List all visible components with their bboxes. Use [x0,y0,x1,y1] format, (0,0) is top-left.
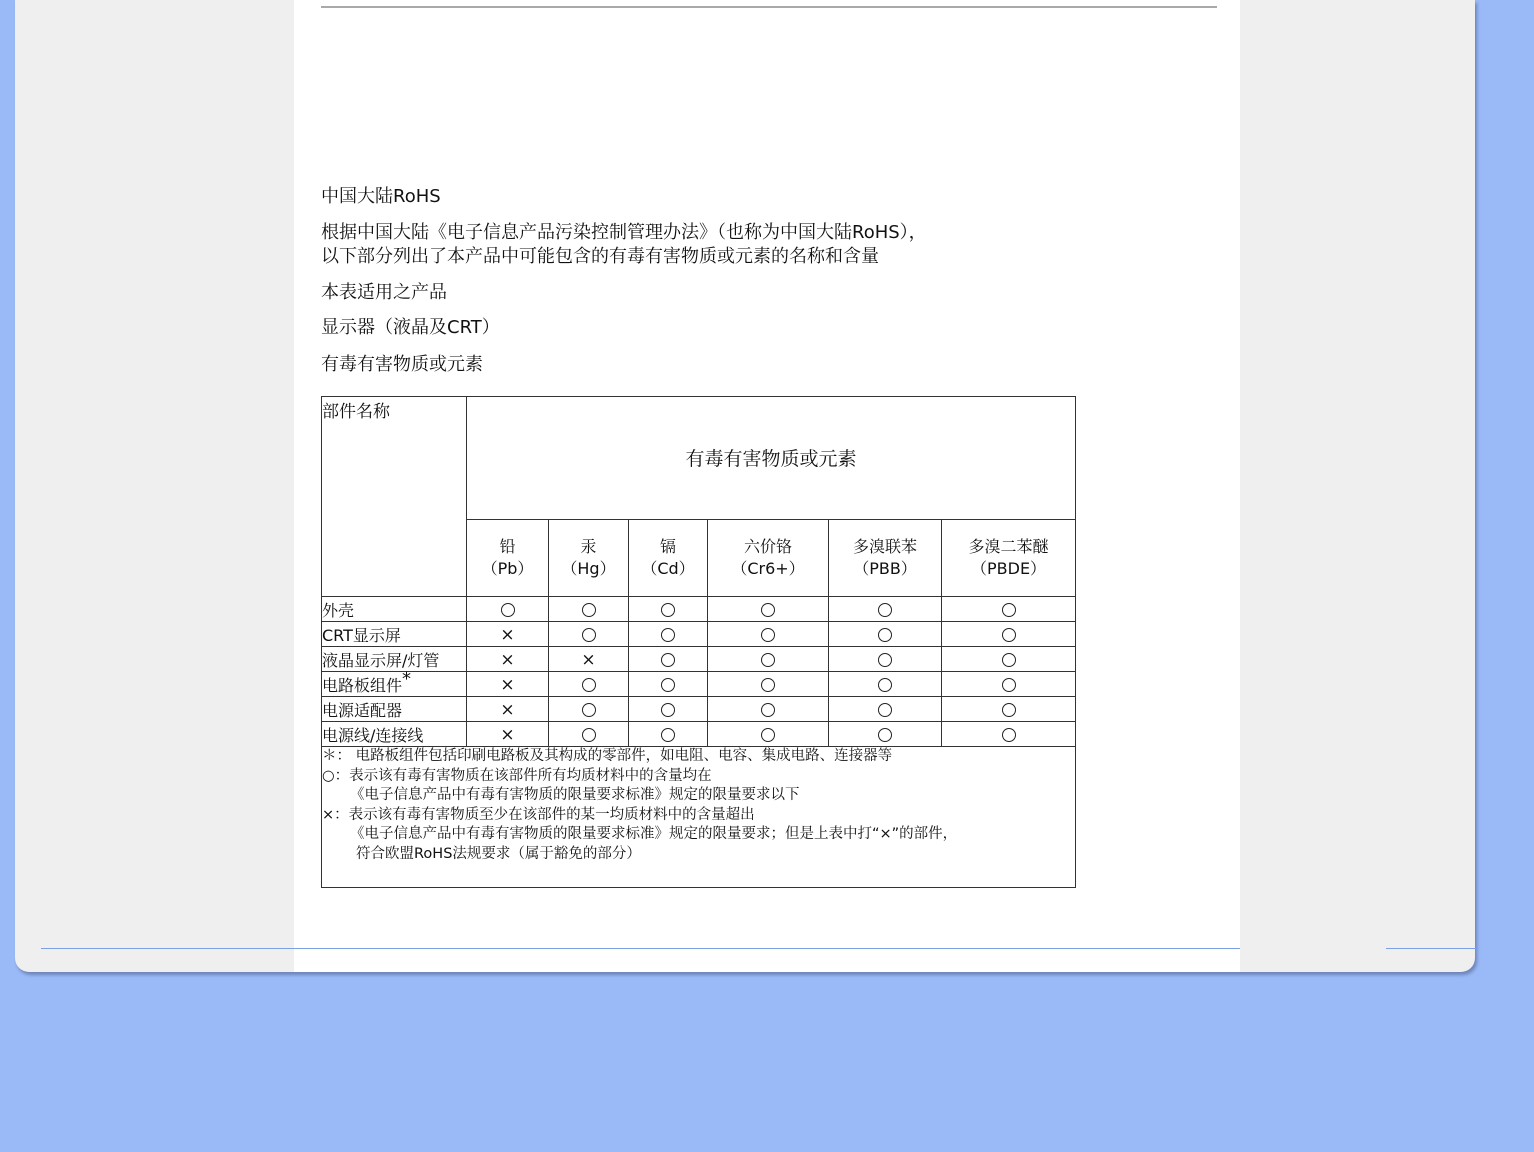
circle-icon [661,653,675,667]
element-header [467,519,549,596]
compliant-mark [708,597,829,622]
compliant-mark [942,647,1076,672]
part-name [322,597,467,622]
part-name [322,622,467,647]
element-name: 汞 [580,536,597,556]
substances-heading: 有毒有害物质或元素 [321,354,483,375]
element-symbol: （PBB） [853,558,917,578]
compliant-mark [708,647,829,672]
exceeds-mark [467,697,549,722]
exceeds-mark [467,722,549,747]
compliant-mark [629,597,708,622]
note-star: ＊： 电路板组件包括印刷电路板及其构成的零部件，如电阻、电容、集成电路、连接器等 [322,748,893,764]
circle-icon [761,653,775,667]
table-row [322,697,1076,722]
circle-icon [1002,603,1016,617]
element-header [708,519,829,596]
element-header [829,519,942,596]
compliant-mark [549,722,629,747]
element-header [549,519,629,596]
circle-icon [501,603,515,617]
compliant-mark [942,622,1076,647]
compliant-mark [829,647,942,672]
table-notes [322,747,1076,888]
compliant-mark [629,722,708,747]
circle-icon [661,678,675,692]
circle-icon [582,603,596,617]
compliant-mark [708,672,829,697]
circle-icon [761,728,775,742]
circle-icon [878,653,892,667]
cross-icon: × [581,649,596,670]
part-name [322,697,467,722]
exceeds-mark [549,647,629,672]
part-label: 电源线/连接线 [322,725,424,745]
circle-icon [661,603,675,617]
compliant-mark [942,697,1076,722]
compliant-mark [549,672,629,697]
circle-icon [878,628,892,642]
exceeds-mark [467,622,549,647]
part-footnote-marker: * [402,668,412,690]
compliant-mark [942,672,1076,697]
circle-icon [878,678,892,692]
compliant-mark [829,597,942,622]
note-circle-2: 《电子信息产品中有毒有害物质的限量要求标准》规定的限量要求以下 [350,787,800,803]
circle-icon [661,628,675,642]
element-symbol: （Pb） [481,558,534,578]
circle-icon [661,728,675,742]
compliant-mark [829,697,942,722]
element-name: 多溴联苯 [852,536,917,556]
element-symbol: （Cr6+） [731,558,805,578]
part-label: 电路板组件 [322,675,403,695]
circle-icon [878,603,892,617]
part-name [322,668,467,697]
circle-icon [761,703,775,717]
cross-icon: × [500,724,515,745]
compliant-mark [549,697,629,722]
compliant-mark [549,622,629,647]
part-label: 液晶显示屏/灯管 [322,650,440,670]
compliant-mark [829,672,942,697]
element-name: 六价铬 [743,536,792,556]
part-label: CRT显示屏 [322,625,401,645]
element-symbol: （Hg） [561,558,616,578]
top-divider [321,6,1217,8]
part-name [322,722,467,747]
circle-icon [582,728,596,742]
compliant-mark [942,722,1076,747]
circle-icon [1002,703,1016,717]
circle-icon [582,678,596,692]
compliant-mark [629,647,708,672]
compliant-mark [829,722,942,747]
hazard-header: 有毒有害物质或元素 [467,397,1076,520]
section-title: 中国大陆RoHS [321,186,441,207]
table-row [322,622,1076,647]
element-symbol: （PBDE） [971,558,1047,578]
products-heading: 本表适用之产品 [321,282,447,303]
compliant-mark [708,697,829,722]
compliant-mark [629,697,708,722]
circle-icon [1002,678,1016,692]
element-symbol: （Cd） [641,558,695,578]
note-cross-2: 《电子信息产品中有毒有害物质的限量要求标准》规定的限量要求；但是上表中打“×”的部件， [350,826,958,842]
circle-icon [582,703,596,717]
rohs-table [321,396,1076,888]
compliant-mark [467,597,549,622]
element-name: 镉 [659,536,676,556]
element-name: 多溴二苯醚 [968,536,1049,556]
table-row [322,647,1076,672]
note-cross-3: 符合欧盟RoHS法规要求（属于豁免的部分） [356,845,641,862]
note-circle-1: ○：表示该有毒有害物质在该部件所有均质材料中的含量均在 [322,767,712,784]
table-row [322,597,1076,622]
part-label: 外壳 [322,600,355,620]
exceeds-mark [467,672,549,697]
intro-line-2: 以下部分列出了本产品中可能包含的有毒有害物质或元素的名称和含量 [321,246,879,267]
element-header [629,519,708,596]
compliant-mark [942,597,1076,622]
bottom-divider-right [1386,948,1478,949]
element-header [942,519,1076,596]
cross-icon: × [500,699,515,720]
circle-icon [1002,628,1016,642]
circle-icon [1002,728,1016,742]
compliant-mark [629,622,708,647]
circle-icon [1002,653,1016,667]
note-cross-1: ×：表示该有毒有害物质至少在该部件的某一均质材料中的含量超出 [322,806,755,823]
cross-icon: × [500,624,515,645]
circle-icon [582,628,596,642]
circle-icon [661,703,675,717]
exceeds-mark [467,647,549,672]
part-name [322,647,467,672]
cross-icon: × [500,674,515,695]
element-name: 铅 [499,536,516,556]
circle-icon [761,628,775,642]
compliant-mark [549,597,629,622]
part-name-header: 部件名称 [322,397,467,597]
bottom-divider-left [41,948,1240,949]
compliant-mark [708,722,829,747]
intro-line-1: 根据中国大陆《电子信息产品污染控制管理办法》（也称为中国大陆RoHS）， [321,222,927,243]
compliant-mark [829,622,942,647]
circle-icon [761,603,775,617]
cross-icon: × [500,649,515,670]
compliant-mark [629,672,708,697]
products-value: 显示器（液晶及CRT） [321,317,500,338]
notes-row [322,747,1076,888]
part-label: 电源适配器 [322,700,403,720]
table-row [322,722,1076,747]
circle-icon [761,678,775,692]
table-row [322,672,1076,697]
circle-icon [878,703,892,717]
circle-icon [878,728,892,742]
compliant-mark [708,622,829,647]
